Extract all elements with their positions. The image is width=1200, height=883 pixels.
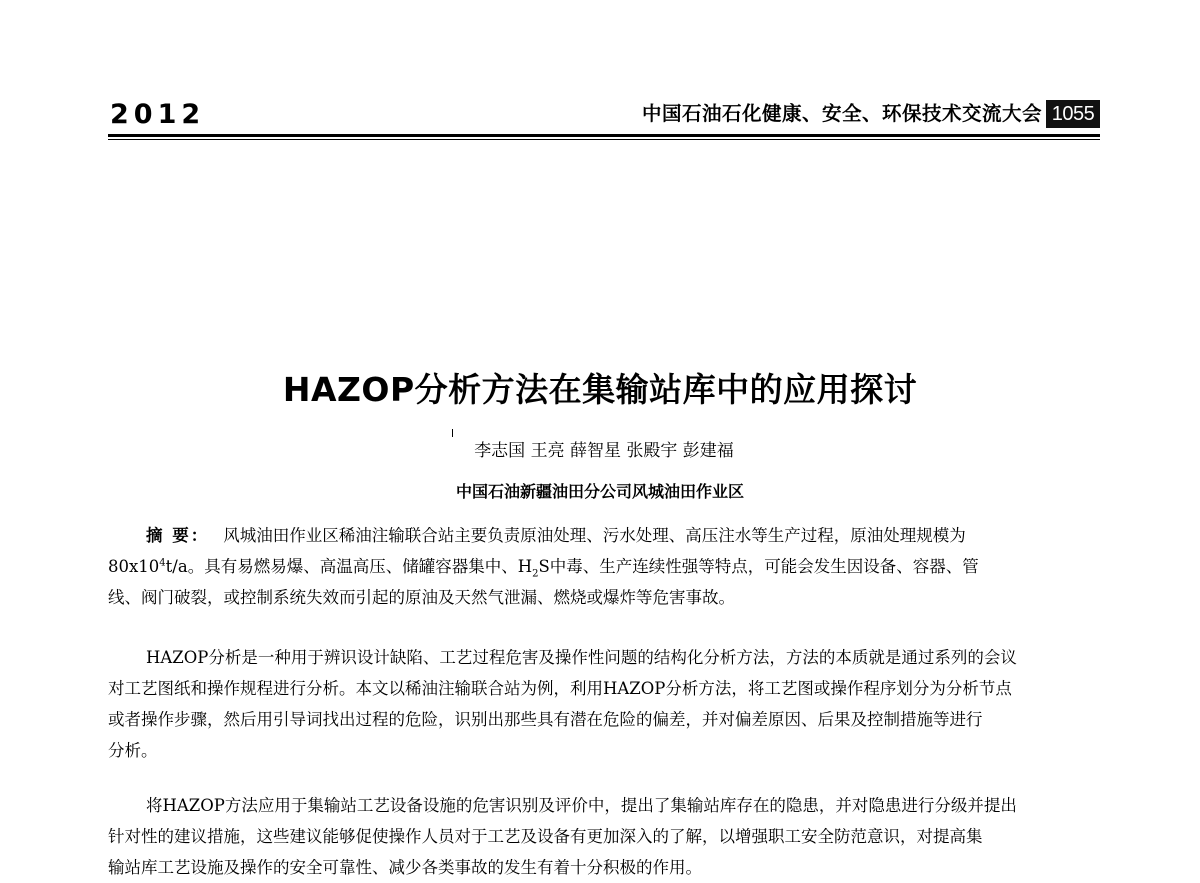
paragraph-line: 对工艺图纸和操作规程进行分析。本文以稀油注输联合站为例，利用HAZOP分析方法，将工艺图或操作程序划分为分析节点 bbox=[108, 679, 1012, 698]
header-rule-thick bbox=[108, 134, 1100, 137]
superscript: 4 bbox=[159, 557, 166, 569]
paper-authors: 李志国 王亮 薛智星 张殿宇 彭建福 bbox=[474, 441, 734, 461]
abstract-line-3: 线、阀门破裂，或控制系统失效而引起的原油及天然气泄漏、燃烧或爆炸等危害事故。 bbox=[108, 588, 735, 607]
paragraph-text: 将HAZOP方法应用于集输站工艺设备设施的危害识别及评价中，提出了集输站库存在的隐患，并对隐患进行分级并提出 bbox=[146, 796, 1017, 815]
body-paragraph-2 bbox=[108, 790, 1100, 883]
page-number-badge: 1055 bbox=[1046, 100, 1100, 128]
paragraph-line: 或者操作步骤，然后用引导词找出过程的危险，识别出那些具有潜在危险的偏差，并对偏差原因、后果及控制措施等进行 bbox=[108, 710, 983, 729]
header-rule-thin bbox=[108, 139, 1100, 140]
abstract-text: 80x10 bbox=[108, 557, 160, 576]
abstract-line-1 bbox=[108, 520, 1100, 551]
header-year: 2012 bbox=[110, 99, 206, 130]
abstract-text: S中毒、生产连续性强等特点，可能会发生因设备、容器、管 bbox=[538, 557, 979, 576]
abstract-text: t/a。具有易燃易爆、高温高压、储罐容器集中、H bbox=[165, 557, 533, 576]
author-mark bbox=[452, 429, 453, 437]
subscript: 2 bbox=[532, 568, 539, 580]
paper-title: HAZOP分析方法在集输站库中的应用探讨 bbox=[282, 370, 918, 409]
paragraph-line: 分析。 bbox=[108, 741, 158, 760]
running-header bbox=[108, 96, 1100, 132]
paragraph-line: 输站库工艺设施及操作的安全可靠性、减少各类事故的发生有着十分积极的作用。 bbox=[108, 858, 702, 877]
body-paragraph-1 bbox=[108, 642, 1100, 766]
abstract-label: 摘 要： bbox=[146, 526, 210, 545]
paragraph-text: HAZOP分析是一种用于辨识设计缺陷、工艺过程危害及操作性问题的结构化分析方法，方法的本质就是通过系列的会议 bbox=[146, 648, 1017, 667]
abstract-line-2 bbox=[108, 551, 1100, 582]
paragraph-line bbox=[108, 790, 1100, 821]
paragraph-line bbox=[108, 642, 1100, 673]
header-conference-name: 中国石油石化健康、安全、环保技术交流大会 bbox=[641, 102, 1042, 125]
paragraph-line: 针对性的建议措施，这些建议能够促使操作人员对于工艺及设备有更加深入的了解，以增强职工安全防范意识，对提高集 bbox=[108, 827, 983, 846]
abstract bbox=[108, 520, 1100, 613]
paper-affiliation: 中国石油新疆油田分公司风城油田作业区 bbox=[455, 482, 744, 501]
abstract-text: 风城油田作业区稀油注输联合站主要负责原油处理、污水处理、高压注水等生产过程，原油处理规模为 bbox=[223, 526, 966, 545]
